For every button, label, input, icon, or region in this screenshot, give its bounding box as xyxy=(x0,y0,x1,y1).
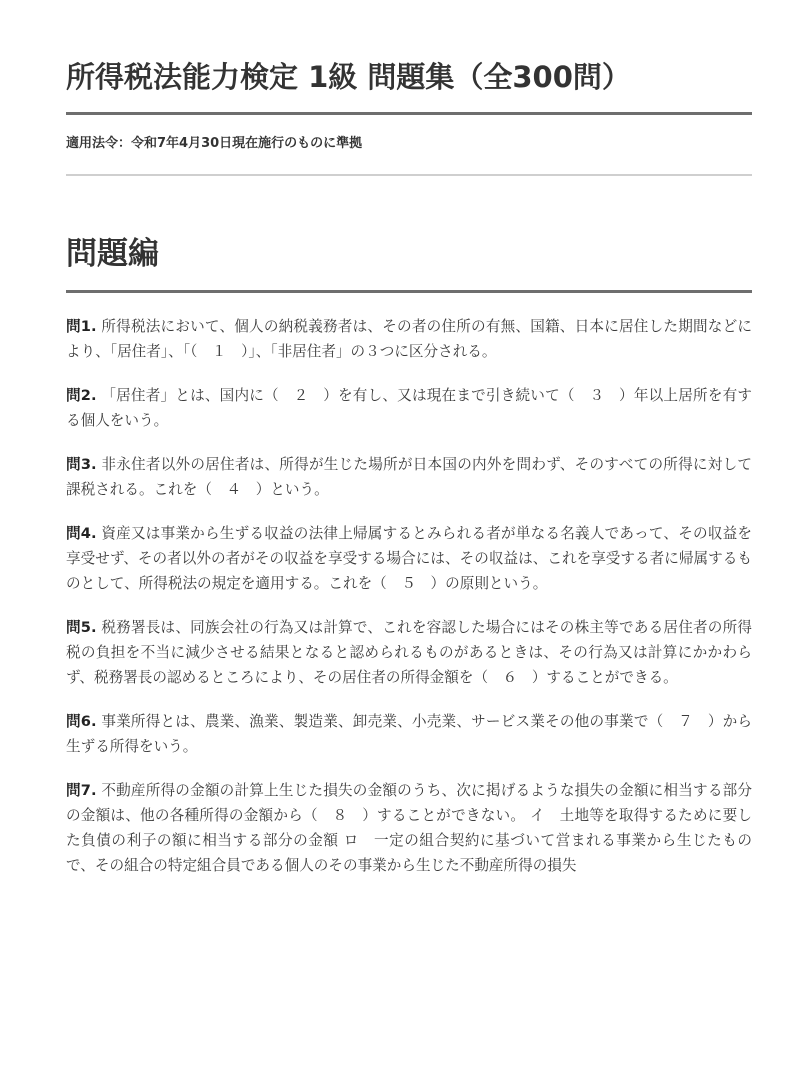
question-item xyxy=(66,778,752,878)
question-list xyxy=(66,314,752,897)
question-text: 非永住者以外の居住者は、所得が生じた場所が日本国の内外を問わず、そのすべての所得に対して課税される。これを（ ４ ）という。 xyxy=(66,456,752,498)
question-text: 税務署長は、同族会社の行為又は計算で、これを容認した場合にはその株主等である居住者の所得税の負担を不当に減少させる結果となると認められるものがあるときは、その行為又は計算にかかわらず、税務署長の認めるところにより、その居住者の所得金額を（ ６ ）することができる。 xyxy=(66,619,752,686)
section-divider xyxy=(66,290,752,293)
question-number: 問1. xyxy=(66,318,97,335)
question-text: 資産又は事業から生ずる収益の法律上帰属するとみられる者が単なる名義人であって、その収益を享受せず、その者以外の者がその収益を享受する場合には、その収益は、これを享受する者に帰属するものとして、所得税法の規定を適用する。これを（ ５ ）の原則という。 xyxy=(66,525,752,592)
question-text: 事業所得とは、農業、漁業、製造業、卸売業、小売業、サービス業その他の事業で（ ７ ）から生ずる所得をいう。 xyxy=(66,713,752,755)
question-item xyxy=(66,314,752,364)
question-item xyxy=(66,452,752,502)
question-item xyxy=(66,615,752,690)
applicable-law-note: 適用法令：令和7年4月30日現在施行のものに準拠 xyxy=(66,136,363,151)
question-item xyxy=(66,709,752,759)
question-item xyxy=(66,521,752,596)
question-number: 問7. xyxy=(66,782,97,799)
question-text: 所得税法において、個人の納税義務者は、その者の住所の有無、国籍、日本に居住した期間などにより、「居住者」、「（ １ ）」、「非居住者」の３つに区分される。 xyxy=(66,318,752,360)
question-number: 問5. xyxy=(66,619,97,636)
question-number: 問2. xyxy=(66,387,97,404)
document-title: 所得税法能力検定 1級 問題集（全300問） xyxy=(66,60,631,94)
note-divider xyxy=(66,174,752,176)
section-heading: 問題編 xyxy=(66,236,159,272)
question-text: 不動産所得の金額の計算上生じた損失の金額のうち、次に掲げるような損失の金額に相当する部分の金額は、他の各種所得の金額から（ ８ ）することができない。 イ 土地等を取得するために要した負債の利子の額に相当する部分の金額 ロ 一定の組合契約に基づいて営まれる事業から生じたもので、その組合の特定組合員である個人のその事業から生じた不動産所得の損失 xyxy=(66,782,752,874)
title-divider xyxy=(66,112,752,115)
question-number: 問3. xyxy=(66,456,97,473)
question-item xyxy=(66,383,752,433)
question-text: 「居住者」とは、国内に（ ２ ）を有し、又は現在まで引き続いて（ ３ ）年以上居所を有する個人をいう。 xyxy=(66,387,752,429)
question-number: 問6. xyxy=(66,713,97,730)
question-number: 問4. xyxy=(66,525,97,542)
